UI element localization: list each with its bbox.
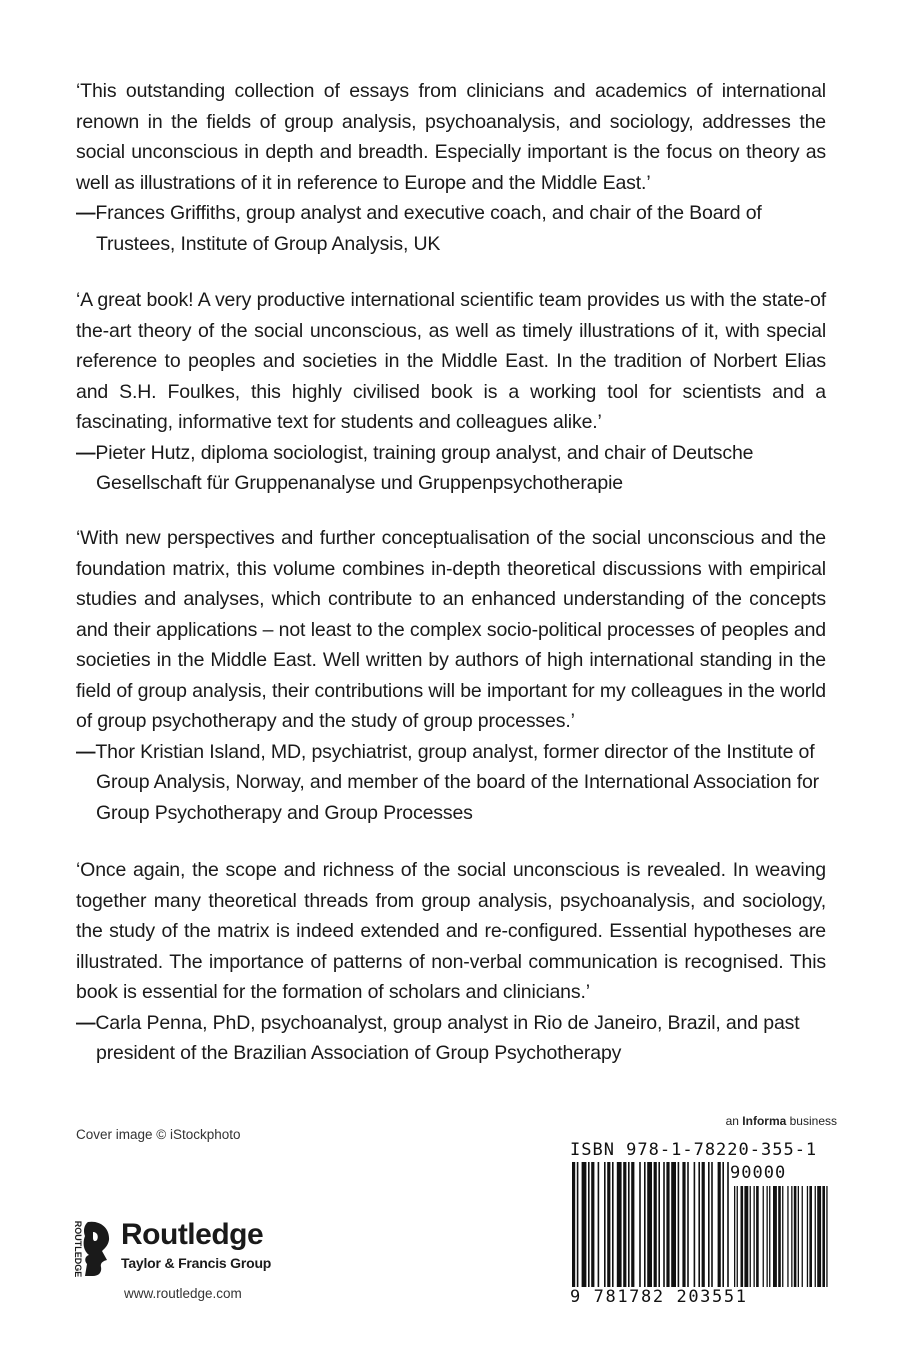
barcode-bar bbox=[718, 1162, 721, 1292]
barcode-bar bbox=[628, 1162, 630, 1292]
barcode-bar bbox=[678, 1162, 680, 1292]
publisher-logo bbox=[66, 1218, 296, 1280]
price-barcode-bar bbox=[787, 1186, 788, 1292]
barcode-bar bbox=[623, 1162, 626, 1292]
barcode-bar bbox=[617, 1162, 622, 1292]
em-dash: — bbox=[76, 1011, 96, 1034]
barcode-bar bbox=[702, 1162, 705, 1292]
price-barcode-bar bbox=[815, 1186, 816, 1292]
praise-attribution bbox=[76, 198, 826, 259]
price-barcode-bar bbox=[778, 1186, 781, 1292]
barcode-bar bbox=[572, 1162, 575, 1292]
barcode-bar bbox=[588, 1162, 590, 1292]
price-barcode-bar bbox=[809, 1186, 812, 1292]
attribution-text: Frances Griffiths, group analyst and executive coach, and chair of the Board of Trustees, Institute of Group Analysis, UK bbox=[95, 202, 762, 255]
price-barcode-bar bbox=[817, 1186, 821, 1292]
attribution-text: Pieter Hutz, diploma sociologist, training group analyst, and chair of Deutsche Gesellschaft für Gruppenanalyse und Gruppenpsychotherapie bbox=[95, 441, 754, 494]
price-barcode-bar bbox=[744, 1186, 748, 1292]
praise-quote: ‘With new perspectives and further conceptualisation of the social unconscious and the foundation matrix, this volume combines in-depth theoretical discussions with empirical studies and analyses, which contribute to an enhanced understanding of the concepts and their applications – not least to the complex socio-political processes of peoples and societies in the Middle East. Well written by authors of high international standing in the field of group analysis, their contributions will be important for my colleagues in the world of group psychotherapy and the study of group processes.’ bbox=[76, 527, 826, 732]
barcode-bar bbox=[591, 1162, 594, 1292]
price-barcode-bar bbox=[826, 1186, 827, 1292]
informa-prefix: an bbox=[725, 1114, 743, 1128]
price-barcode-bar bbox=[754, 1186, 755, 1292]
barcode-bar bbox=[658, 1162, 660, 1292]
informa-tagline bbox=[726, 1114, 837, 1128]
informa-suffix: business bbox=[786, 1114, 837, 1128]
price-barcode-bar bbox=[756, 1186, 759, 1292]
price-code: 90000 bbox=[730, 1163, 787, 1183]
price-barcode-bar bbox=[767, 1186, 768, 1292]
praise-attribution bbox=[76, 438, 826, 499]
price-barcode-bar bbox=[802, 1186, 803, 1292]
logo-vertical-text: ROUTLEDGE bbox=[73, 1220, 83, 1278]
barcode-bar bbox=[711, 1162, 713, 1292]
isbn-label: ISBN 978-1-78220-355-1 bbox=[570, 1140, 818, 1160]
publisher-group: Taylor & Francis Group bbox=[121, 1255, 272, 1271]
praise-block-2 bbox=[76, 285, 826, 499]
price-barcode-bar bbox=[807, 1186, 808, 1292]
barcode-bar bbox=[577, 1162, 579, 1292]
barcode-bar bbox=[727, 1162, 729, 1292]
price-barcode-bar bbox=[737, 1186, 738, 1292]
barcode-bar bbox=[604, 1162, 606, 1292]
em-dash: — bbox=[76, 202, 96, 224]
barcode-bar bbox=[607, 1162, 610, 1292]
barcode-bar bbox=[708, 1162, 710, 1292]
barcode-digits: 9 781782 203551 bbox=[570, 1287, 832, 1307]
barcode-bar bbox=[598, 1162, 600, 1292]
praise-block-3 bbox=[76, 523, 826, 828]
barcode-bar bbox=[663, 1162, 665, 1292]
barcode-bar bbox=[666, 1162, 669, 1292]
barcode-bar bbox=[671, 1162, 676, 1292]
barcode-bar bbox=[694, 1162, 696, 1292]
barcode-bar bbox=[644, 1162, 646, 1292]
barcode-bar bbox=[639, 1162, 641, 1292]
em-dash: — bbox=[76, 441, 96, 464]
price-barcode-bar bbox=[794, 1186, 797, 1292]
price-barcode-bar bbox=[750, 1186, 751, 1292]
cover-image-credit: Cover image © iStockphoto bbox=[76, 1127, 241, 1142]
price-barcode-bar bbox=[791, 1186, 792, 1292]
barcode-bar bbox=[722, 1162, 724, 1292]
attribution-text: Carla Penna, PhD, psychoanalyst, group analyst in Rio de Janeiro, Brazil, and past president of the Brazilian Association of Group Psychotherapy bbox=[95, 1011, 800, 1064]
price-barcode-bar bbox=[734, 1186, 735, 1292]
praise-quote: ‘This outstanding collection of essays from clinicians and academics of international renown in the fields of group analysis, psychoanalysis, and sociology, addresses the social unconscious in depth and breadth. Especially important is the focus on theory as well as illustrations of it in reference to Europe and the Middle East.’ bbox=[76, 80, 826, 194]
informa-brand: Informa bbox=[742, 1114, 787, 1128]
praise-quote: ‘A great book! A very productive international scientific team provides us with the state-of the-art theory of the social unconscious, as well as timely illustrations of it, with special reference to peoples and societies in the Middle East. In the tradition of Norbert Elias and S.H. Foulkes, this highly civilised book is a working tool for scientists and a fascinating, informative text for students and colleagues alike.’ bbox=[76, 289, 826, 433]
barcode-bar bbox=[682, 1162, 685, 1292]
price-barcode-bar bbox=[782, 1186, 783, 1292]
barcode-bar bbox=[647, 1162, 652, 1292]
routledge-head-icon bbox=[66, 1218, 116, 1280]
praise-attribution bbox=[76, 1008, 826, 1069]
price-barcode-bar bbox=[763, 1186, 764, 1292]
barcode-image bbox=[570, 1162, 832, 1294]
publisher-name: Routledge bbox=[121, 1218, 264, 1251]
praise-block-4 bbox=[76, 855, 826, 1069]
attribution-text: Thor Kristian Island, MD, psychiatrist, group analyst, former director of the Institute of Group Analysis, Norway, and member of the board of the International Association for Group Psychotherapy and Group Processes bbox=[95, 740, 820, 824]
barcode-bar bbox=[654, 1162, 657, 1292]
price-barcode-bar bbox=[741, 1186, 744, 1292]
price-barcode-bar bbox=[773, 1186, 777, 1292]
barcode-bar bbox=[687, 1162, 689, 1292]
price-barcode-bar bbox=[798, 1186, 799, 1292]
price-barcode-bar bbox=[769, 1186, 770, 1292]
barcode-bar bbox=[631, 1162, 634, 1292]
publisher-website: www.routledge.com bbox=[124, 1286, 242, 1301]
em-dash: — bbox=[76, 740, 96, 763]
barcode-bar bbox=[698, 1162, 700, 1292]
price-barcode-bar bbox=[822, 1186, 825, 1292]
praise-attribution bbox=[76, 737, 826, 829]
praise-block-1 bbox=[76, 76, 826, 259]
barcode-bar bbox=[612, 1162, 614, 1292]
barcode-bar bbox=[582, 1162, 587, 1292]
praise-quote: ‘Once again, the scope and richness of the social unconscious is revealed. In weaving together many theoretical threads from group analysis, psychoanalysis, and sociology, the study of the matrix is indeed extended and re-configured. Essential hypotheses are illustrated. The importance of patterns of non-verbal communication is recognised. This book is essential for the formation of scholars and clinicians.’ bbox=[76, 859, 826, 1003]
